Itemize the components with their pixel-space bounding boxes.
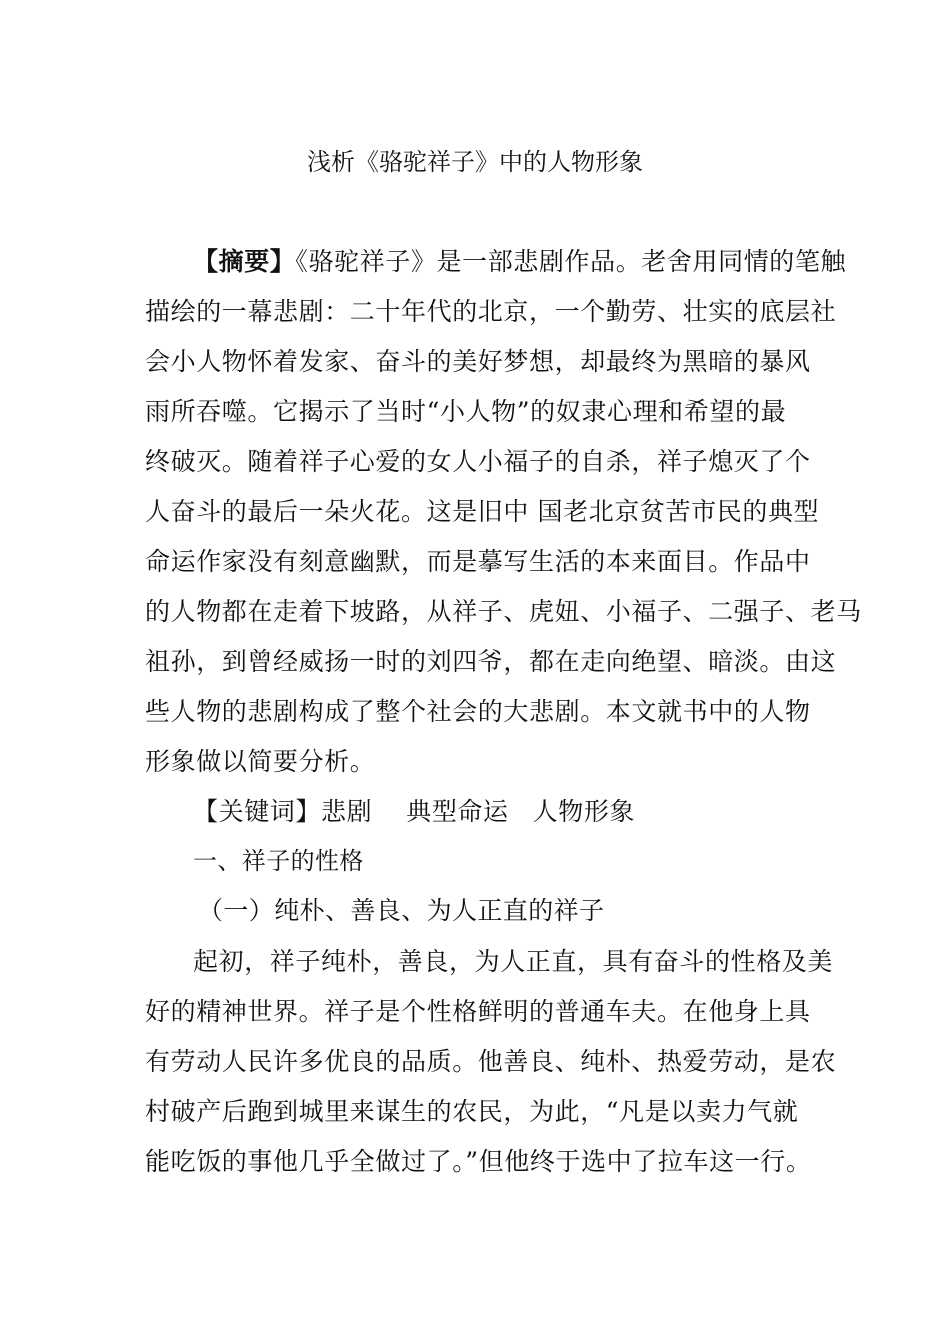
keywords-line <box>193 787 873 837</box>
body-line-4: 村破产后跑到城里来谋生的农民，为此，“凡是以卖力气就 <box>145 1097 799 1126</box>
abstract-line-11: 形象做以简要分析。 <box>145 747 376 776</box>
abstract-line-7: 命运作家没有刻意幽默，而是摹写生活的本来面目。作品中 <box>145 547 811 576</box>
keyword-1: 悲剧 <box>321 797 373 826</box>
abstract-line-9: 祖孙，到曾经威扬一时的刘四爷，都在走向绝望、暗淡。由这 <box>145 647 837 676</box>
subsection-heading: （一）纯朴、善良、为人正直的祥子 <box>198 896 605 925</box>
abstract-line-6: 人奋斗的最后一朵火花。这是旧中 国老北京贫苦市民的典型 <box>145 497 820 526</box>
body-line-2: 好的精神世界。祥子是个性格鲜明的普通车夫。在他身上具 <box>145 997 811 1026</box>
abstract-line-5: 终破灭。随着祥子心爱的女人小福子的自杀，祥子熄灭了个 <box>145 447 811 476</box>
section-heading: 一、祥子的性格 <box>193 847 364 875</box>
abstract-line-3: 会小人物怀着发家、奋斗的美好梦想，却最终为黑暗的暴风 <box>145 347 811 376</box>
abstract-label: 【摘要】 <box>193 247 296 276</box>
abstract-line-4: 雨所吞噬。它揭示了当时“小人物”的奴隶心理和希望的最 <box>145 397 787 426</box>
body-line-1: 起初，祥子纯朴，善良，为人正直，具有奋斗的性格及美 <box>193 947 834 976</box>
keyword-3: 人物形象 <box>532 797 636 826</box>
keyword-2: 典型命运 <box>406 797 509 826</box>
abstract-line-1 <box>193 237 873 287</box>
abstract-line-10: 些人物的悲剧构成了整个社会的大悲剧。本文就书中的人物 <box>145 697 811 726</box>
abstract-text: 《骆驼祥子》是一部悲剧作品。老舍用同情的笔触 <box>295 247 847 276</box>
abstract-line-8: 的人物都在走着下坡路，从祥子、虎妞、小福子、二强子、老马 <box>145 597 862 626</box>
body-line-5: 能吃饭的事他几乎全做过了。”但他终于选中了拉车这一行。 <box>145 1147 812 1176</box>
document-title: 浅析《骆驼祥子》中的人物形象 <box>307 148 643 176</box>
abstract-line-2: 描绘的一幕悲剧：二十年代的北京，一个勤劳、壮实的底层社 <box>145 297 837 326</box>
body-line-3: 有劳动人民许多优良的品质。他善良、纯朴、热爱劳动，是农 <box>145 1047 837 1076</box>
keywords-label: 【关键词】 <box>193 797 322 826</box>
